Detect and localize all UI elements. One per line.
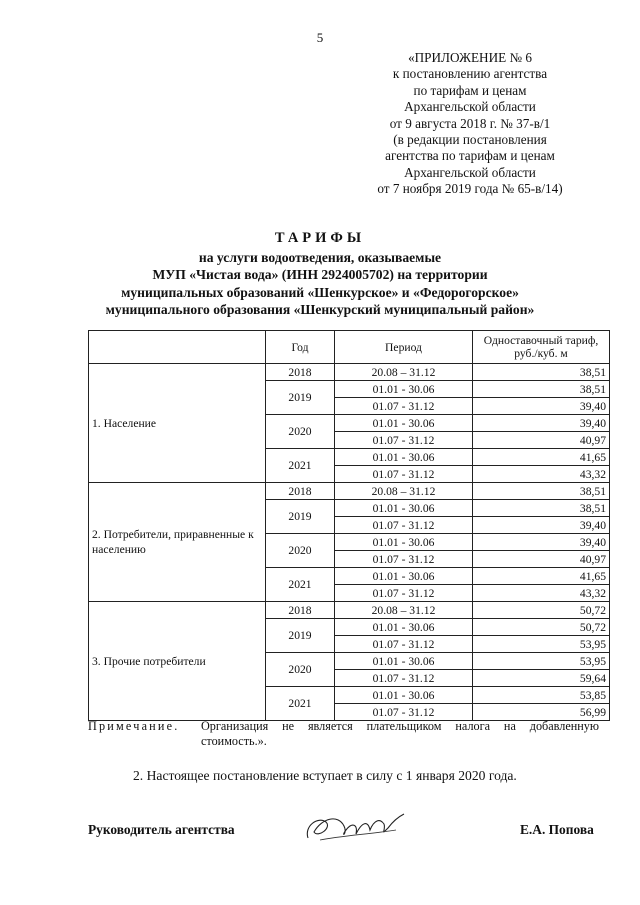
cell-tariff-value: 38,51 bbox=[473, 500, 610, 517]
cell-year: 2018 bbox=[266, 602, 335, 619]
cell-period: 20.08 – 31.12 bbox=[335, 364, 473, 381]
cell-tariff-value: 39,40 bbox=[473, 517, 610, 534]
cell-period: 01.01 - 30.06 bbox=[335, 449, 473, 466]
cell-period: 01.01 - 30.06 bbox=[335, 687, 473, 704]
cell-year: 2018 bbox=[266, 364, 335, 381]
cell-year: 2021 bbox=[266, 687, 335, 721]
appendix-line: агентства по тарифам и ценам bbox=[385, 148, 555, 164]
appendix-line: от 9 августа 2018 г. № 37-в/1 bbox=[389, 115, 551, 131]
cell-tariff-value: 50,72 bbox=[473, 602, 610, 619]
cell-tariff-value: 53,85 bbox=[473, 687, 610, 704]
cell-period: 01.07 - 31.12 bbox=[335, 704, 473, 721]
cell-period: 01.01 - 30.06 bbox=[335, 500, 473, 517]
header-period: Период bbox=[335, 331, 473, 364]
cell-tariff-value: 38,51 bbox=[473, 483, 610, 500]
cell-period: 20.08 – 31.12 bbox=[335, 483, 473, 500]
table-row bbox=[89, 602, 610, 619]
cell-category: 2. Потребители, приравненные к населению bbox=[89, 483, 266, 602]
cell-year: 2020 bbox=[266, 534, 335, 568]
title-line: на услуги водоотведения, оказываемые bbox=[198, 249, 442, 265]
cell-year: 2018 bbox=[266, 483, 335, 500]
note-text: Организация не является плательщиком налога на добавленную стоимость.». bbox=[201, 719, 599, 748]
cell-period: 01.01 - 30.06 bbox=[335, 415, 473, 432]
cell-tariff-value: 50,72 bbox=[473, 619, 610, 636]
cell-category: 3. Прочие потребители bbox=[89, 602, 266, 721]
cell-year: 2020 bbox=[266, 415, 335, 449]
page-number: 5 bbox=[316, 30, 324, 45]
cell-period: 01.01 - 30.06 bbox=[335, 619, 473, 636]
cell-tariff-value: 53,95 bbox=[473, 653, 610, 670]
cell-tariff-value: 53,95 bbox=[473, 636, 610, 653]
table-row bbox=[89, 364, 610, 381]
cell-year: 2021 bbox=[266, 568, 335, 602]
cell-year: 2019 bbox=[266, 619, 335, 653]
cell-year: 2019 bbox=[266, 381, 335, 415]
appendix-line: (в редакции постановления bbox=[393, 132, 547, 148]
signatory-role: Руководитель агентства bbox=[88, 822, 235, 837]
cell-tariff-value: 40,97 bbox=[473, 432, 610, 449]
cell-period: 01.07 - 31.12 bbox=[335, 551, 473, 568]
cell-period: 01.07 - 31.12 bbox=[335, 670, 473, 687]
header-tariff: Одноставочный тариф, руб./куб. м bbox=[473, 331, 610, 364]
header-category bbox=[89, 331, 266, 364]
cell-period: 01.07 - 31.12 bbox=[335, 517, 473, 534]
cell-period: 01.07 - 31.12 bbox=[335, 585, 473, 602]
handwritten-signature bbox=[300, 808, 410, 848]
cell-period: 01.01 - 30.06 bbox=[335, 568, 473, 585]
cell-tariff-value: 59,64 bbox=[473, 670, 610, 687]
appendix-line: Архангельской области bbox=[404, 99, 536, 115]
cell-period: 01.01 - 30.06 bbox=[335, 653, 473, 670]
appendix-line: от 7 ноября 2019 года № 65-в/14) bbox=[377, 181, 563, 197]
appendix-header bbox=[340, 50, 600, 198]
cell-period: 01.07 - 31.12 bbox=[335, 636, 473, 653]
cell-tariff-value: 39,40 bbox=[473, 398, 610, 415]
cell-tariff-value: 41,65 bbox=[473, 568, 610, 585]
cell-year: 2019 bbox=[266, 500, 335, 534]
note-label: Примечание. bbox=[88, 719, 180, 733]
title-line: МУП «Чистая вода» (ИНН 2924005702) на территории bbox=[152, 267, 488, 282]
cell-period: 01.07 - 31.12 bbox=[335, 398, 473, 415]
cell-tariff-value: 39,40 bbox=[473, 534, 610, 551]
cell-period: 01.01 - 30.06 bbox=[335, 381, 473, 398]
cell-period: 20.08 – 31.12 bbox=[335, 602, 473, 619]
document-title bbox=[60, 230, 580, 319]
cell-period: 01.07 - 31.12 bbox=[335, 466, 473, 483]
header-year: Год bbox=[266, 331, 335, 364]
cell-year: 2020 bbox=[266, 653, 335, 687]
cell-tariff-value: 43,32 bbox=[473, 585, 610, 602]
cell-period: 01.01 - 30.06 bbox=[335, 534, 473, 551]
cell-tariff-value: 40,97 bbox=[473, 551, 610, 568]
tariff-table bbox=[88, 330, 610, 721]
appendix-line: «ПРИЛОЖЕНИЕ № 6 bbox=[408, 50, 532, 65]
table-header-row bbox=[89, 331, 610, 364]
cell-year: 2021 bbox=[266, 449, 335, 483]
appendix-line: по тарифам и ценам bbox=[413, 82, 527, 98]
cell-tariff-value: 39,40 bbox=[473, 415, 610, 432]
cell-category: 1. Население bbox=[89, 364, 266, 483]
cell-tariff-value: 56,99 bbox=[473, 704, 610, 721]
title-line: муниципальных образований «Шенкурское» и «Федорогорское» bbox=[121, 284, 519, 300]
cell-tariff-value: 38,51 bbox=[473, 364, 610, 381]
table-row bbox=[89, 483, 610, 500]
cell-tariff-value: 43,32 bbox=[473, 466, 610, 483]
tariff-table-body bbox=[89, 364, 610, 721]
appendix-line: к постановлению агентства bbox=[392, 66, 548, 82]
signatory-name: Е.А. Попова bbox=[520, 822, 594, 837]
cell-tariff-value: 41,65 bbox=[473, 449, 610, 466]
cell-tariff-value: 38,51 bbox=[473, 381, 610, 398]
cell-period: 01.07 - 31.12 bbox=[335, 432, 473, 449]
title-heading: ТАРИФЫ bbox=[274, 230, 366, 246]
clause-effective-date: 2. Настоящее постановление вступает в силу с 1 января 2020 года. bbox=[133, 768, 517, 783]
title-line: муниципального образования «Шенкурский муниципальный район» bbox=[105, 302, 535, 317]
appendix-line: Архангельской области bbox=[404, 164, 536, 180]
